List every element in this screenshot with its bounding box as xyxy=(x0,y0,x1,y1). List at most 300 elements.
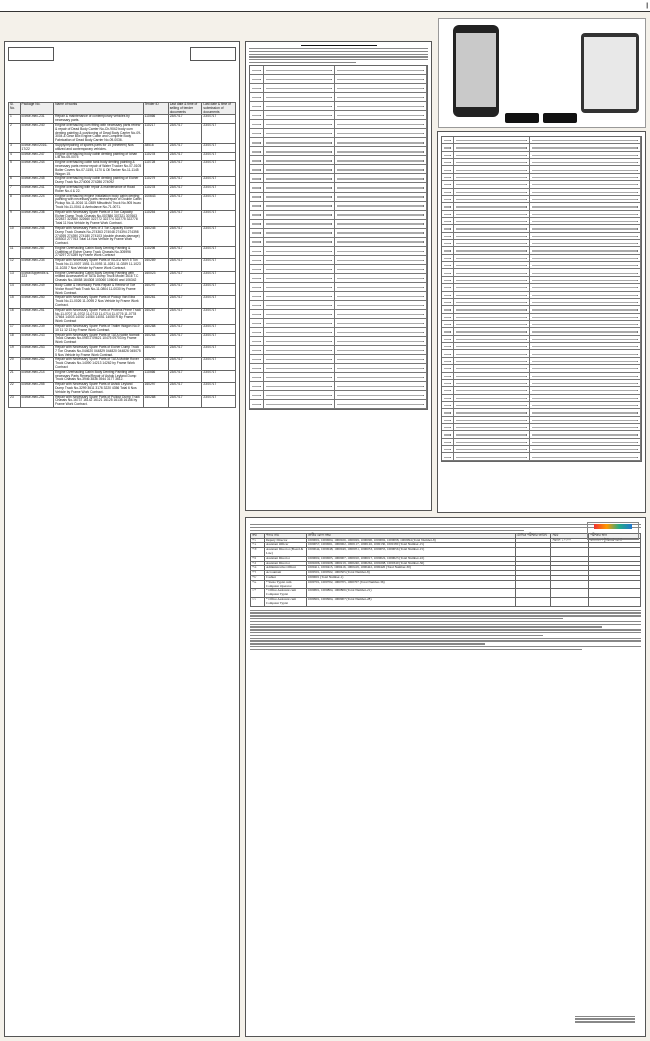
table-row xyxy=(9,383,236,395)
table-cell: 10 xyxy=(9,226,21,246)
table-cell: 2 xyxy=(9,123,21,143)
table-cell: Repair with Necessary Spare Parts of 3 Ton Capacity Eicher Dump Truck Chassis No-007886 307321 307663 322837 322650 322660 322772 322774 322775 322778 Total 11 Nos Vehicle by Frame Work Contract. xyxy=(54,210,143,226)
table-cell: 23/07/17 xyxy=(168,358,202,370)
table-cell: ০৯ xyxy=(251,580,265,589)
table-cell: 160288 xyxy=(143,395,168,407)
table-cell: 23/07/17 xyxy=(168,284,202,296)
grid-row xyxy=(442,439,641,446)
table-row xyxy=(251,598,641,607)
grid-row xyxy=(442,255,641,262)
table-cell: 23/07/17 xyxy=(202,271,236,283)
table-cell: 23/07/17 xyxy=(202,325,236,334)
grid-row xyxy=(250,120,427,129)
table-cell: Repair with Necessary Parts of 3 Ton Capacity Eicher Dump Truck Chassis No-274363 274048 274394 274398 274395 274390 274180 274103 (double chassis damage) 305302 277763 Total 14 Nos Vehicle by Frame Work Contract. xyxy=(54,226,143,246)
grid-row xyxy=(442,350,641,357)
grid-row xyxy=(442,144,641,151)
phone-graphic xyxy=(453,25,499,117)
table-row xyxy=(9,346,236,358)
grid-row xyxy=(442,225,641,232)
app-store-badge[interactable] xyxy=(505,113,539,123)
grid-row xyxy=(250,319,427,328)
table-cell: cccwe-mec-214 xyxy=(20,370,54,382)
grid-row xyxy=(442,380,641,387)
table-cell xyxy=(589,598,641,607)
table-row xyxy=(9,395,236,407)
table-cell: 23/07/17 xyxy=(168,325,202,334)
table-cell xyxy=(515,598,551,607)
table-cell: Assistant Director (Board & Law) xyxy=(264,548,306,557)
table-cell: Repair with Necessary Spare Parts of ISUZU NKR 5 Ton Truck No-11-0007 1551 11-0093 11-0281 11-0289 11-1023 11-1028 7 Nos Vehicle by Frame Work Contract. xyxy=(54,259,143,271)
table-cell: 23/07/17 xyxy=(202,284,236,296)
grid-row xyxy=(250,193,427,202)
table-cell: 110254 xyxy=(143,210,168,226)
grid-row xyxy=(442,166,641,173)
grid-row xyxy=(250,102,427,111)
tender-col-header: Package No. xyxy=(20,103,54,115)
grid-row xyxy=(250,265,427,274)
table-cell: Supply/repairing of spares parts for 15 (nineteen) Nos utilized and contemporary vehicles. xyxy=(54,143,143,152)
grid-row xyxy=(250,310,427,319)
table-cell: 23/07/17 xyxy=(168,226,202,246)
table-cell: 22 xyxy=(9,383,21,395)
grid-row xyxy=(250,75,427,84)
table-cell: 23/07/17 xyxy=(168,333,202,345)
table-cell: 23/07/17 xyxy=(202,177,236,186)
tb-notes xyxy=(250,610,641,650)
grid-row xyxy=(250,400,427,409)
table-cell: 110279 xyxy=(143,177,168,186)
table-cell: cccwe-mec-253 xyxy=(20,346,54,358)
grid-row xyxy=(250,355,427,364)
table-cell: 23/07/17 xyxy=(168,177,202,186)
grid-row xyxy=(250,129,427,138)
grid-row xyxy=(250,93,427,102)
tb-intro xyxy=(250,524,641,531)
table-cell: 110278 xyxy=(143,152,168,161)
table-cell: 1000001, 1000004, 1000026, 1000029, 1000090, 1000092, 1000098, 1000094 (Total Number-8) xyxy=(306,538,515,543)
table-cell: 23/07/17 xyxy=(168,194,202,210)
grid-row xyxy=(442,181,641,188)
table-cell: cccwe-mec-252 xyxy=(20,358,54,370)
grid-row xyxy=(250,301,427,310)
table-cell: 23/07/17 xyxy=(168,246,202,258)
table-cell: 110466 xyxy=(143,370,168,382)
table-cell: 23/07/17 xyxy=(168,210,202,226)
table-cell xyxy=(551,598,589,607)
table-row xyxy=(9,370,236,382)
grid-row xyxy=(442,409,641,416)
table-cell: ১১ xyxy=(251,598,265,607)
table-cell: 23/07/17 xyxy=(202,308,236,324)
grid-row xyxy=(442,277,641,284)
table-cell: cccwe-mec-247 xyxy=(20,152,54,161)
table-cell: 23/07/17 xyxy=(202,185,236,194)
grid-row xyxy=(250,174,427,183)
grid-row xyxy=(442,299,641,306)
grid-row xyxy=(250,373,427,382)
grid-row xyxy=(250,165,427,174)
table-cell: 19 xyxy=(9,346,21,358)
table-cell: 20 xyxy=(9,358,21,370)
table-cell: Repair with Necessary Spare Parts of TATA Noble Nomati Truck Chassis No-09672 09621 10475 09703 by Frame Work Contract xyxy=(54,333,143,345)
grid-row xyxy=(250,202,427,211)
table-cell: 23/07/17 xyxy=(202,259,236,271)
tender-col-header: Sl. No. xyxy=(9,103,21,115)
grid-row xyxy=(250,84,427,93)
table-cell: 110278 xyxy=(143,185,168,194)
grid-row xyxy=(250,283,427,292)
grid-row xyxy=(250,138,427,147)
tender-col-header: Last date & time of selling of tender documents xyxy=(168,103,202,115)
table-cell: 23/07/17 xyxy=(168,296,202,308)
table-cell: 23/07/17 xyxy=(202,346,236,358)
tender-col-header: Last date & time of submission of documents xyxy=(202,103,236,115)
table-cell: 23/07/17 xyxy=(202,152,236,161)
table-cell xyxy=(515,548,551,557)
tb-logo xyxy=(587,522,639,540)
table-cell: 23/07/17 xyxy=(202,296,236,308)
table-cell: 23/07/17 xyxy=(168,161,202,177)
dp-body-text xyxy=(249,48,428,63)
grid-row xyxy=(442,152,641,159)
table-row xyxy=(9,271,236,283)
grid-row xyxy=(250,328,427,337)
tourism-board-notice xyxy=(245,517,646,1037)
dp-title xyxy=(301,45,377,46)
table-cell: 23/07/17 xyxy=(168,370,202,382)
grid-row xyxy=(442,328,641,335)
table-cell: 23/07/17 xyxy=(202,358,236,370)
grid-row xyxy=(250,211,427,220)
table-cell: 3 xyxy=(9,143,21,152)
grid-row xyxy=(442,233,641,240)
tb-col-header: ক্রম xyxy=(251,533,265,538)
table-cell: cccwe-mec-249 xyxy=(20,284,54,296)
grid-row xyxy=(442,402,641,409)
table-cell xyxy=(551,548,589,557)
table-row xyxy=(9,296,236,308)
table-cell: 8 xyxy=(9,194,21,210)
table-cell: 4 xyxy=(9,152,21,161)
table-cell: cccwe/Appendix-s-223 xyxy=(20,271,54,283)
grid-row xyxy=(250,382,427,391)
table-cell: Engine overhauling with repair & maintenance of Road Roller No-4 & 22. xyxy=(54,185,143,194)
table-cell xyxy=(589,589,641,598)
table-cell: cccwe-mec-248 xyxy=(20,226,54,246)
grid-row xyxy=(250,274,427,283)
table-row xyxy=(9,226,236,246)
grid-row xyxy=(442,174,641,181)
table-cell xyxy=(551,589,589,598)
table-cell: 13 xyxy=(9,271,21,283)
grid-row xyxy=(250,156,427,165)
table-cell: 23/07/17 xyxy=(202,246,236,258)
table-cell: 160267 xyxy=(143,308,168,324)
bengali-box-right xyxy=(190,47,236,61)
grid-row xyxy=(442,453,641,460)
grid-row xyxy=(250,364,427,373)
table-cell: * Office Assistant cum Computer Typist xyxy=(264,589,306,598)
table-cell: ০১ xyxy=(251,538,265,543)
table-cell: 23/07/17 xyxy=(168,395,202,407)
table-cell: ০৭ xyxy=(251,571,265,576)
table-cell: 1000206, 1000208, 1000219, 1000240, 1000262, 1000298, 1000340 (Total Number-36) xyxy=(306,561,515,566)
grid-row xyxy=(442,284,641,291)
grid-row xyxy=(442,431,641,438)
grid-row xyxy=(250,111,427,120)
table-cell: 12 xyxy=(9,259,21,271)
table-cell: cccwe-mec-240 xyxy=(20,123,54,143)
table-cell: Deputy Director xyxy=(264,538,306,543)
grid-row xyxy=(442,395,641,402)
grid-row xyxy=(250,337,427,346)
table-cell: 1000057, 1000061, 1000062, 1000117, 1000126, 1000130, 1000180 (Total Number-15) xyxy=(306,543,515,548)
table-cell: cccwe-mec-234 xyxy=(20,259,54,271)
table-cell: 1000501, 1000502, 1000505 (Total Number-8) xyxy=(306,571,515,576)
table-row xyxy=(9,161,236,177)
table-cell: 110728 xyxy=(143,161,168,177)
table-cell: 23 xyxy=(9,395,21,407)
table-cell: Accountant xyxy=(264,571,306,576)
table-cell: Assistant Officer xyxy=(264,543,306,548)
table-cell: Repair with Necessary Spare Parts of TATA Mobile Rover Truck Chassis No-14090 14213 14262 by Frame Work Contract xyxy=(54,358,143,370)
grid-row xyxy=(442,269,641,276)
table-cell: Engine overhauling body cabin denting painting of Ichan L/B No-05-0075 xyxy=(54,152,143,161)
grid-row xyxy=(250,183,427,192)
table-cell: Engine Overhauling Cabin Body Denting Painting & Outfitting of Eicher Dump Truck Chassis No-305996 274297 274289 by Frame Work Contract xyxy=(54,246,143,258)
table-cell: Engine overhauling body cabin denting painting of Eicher Dump Truck No-274006 274286 274092 xyxy=(54,177,143,186)
table-cell: 38516 xyxy=(143,143,168,152)
table-cell: cccwe-mec-241 xyxy=(20,185,54,194)
tb-col-header: পদের নাম xyxy=(264,533,306,538)
table-cell: 11 xyxy=(9,246,21,258)
tb-col-header: প্রার্থীর রোল নম্বর xyxy=(306,533,515,538)
table-cell: 110466 xyxy=(143,115,168,124)
table-cell xyxy=(515,589,551,598)
table-cell xyxy=(551,580,589,589)
grid-row xyxy=(250,346,427,355)
grid-row xyxy=(442,424,641,431)
tb-col-header: সময় xyxy=(551,533,589,538)
grid-row xyxy=(442,321,641,328)
table-cell: 1000801, 1000804, 1000806 (Total Number-21) xyxy=(306,589,515,598)
table-cell: Body Cabin & Necessary Parts Repair & Renew of Toe Vrolar Hood Pack Truck No-11-0804 11-0030 by Frame Work Contract. xyxy=(54,284,143,296)
table-cell: সকাল ১০:০০ xyxy=(551,538,589,543)
table-cell: 18 xyxy=(9,333,21,345)
table-cell: 160261 xyxy=(143,296,168,308)
table-cell: 23/07/17 xyxy=(202,123,236,143)
tender-table xyxy=(8,102,236,408)
table-cell: Repair with Necessary Spare Parts of Eicher Dump Truck 7 Ton Chassis No-044620 044829 044820 044826 045075 5 Nos Vehicle by Frame Work Contract. xyxy=(54,346,143,358)
grid-row xyxy=(442,203,641,210)
table-cell: Engine overhauling engine installation body cabin denting painting with necessary parts renew/repair of Double Cabin Pickup No-11-0016 11-0389 Mitsubishi Truck No-905 Isuzu Truck No-11-0041 & Ambulance No-71-0071. xyxy=(55,193,142,209)
tender-col-header: Tender ID xyxy=(143,103,168,115)
grid-row xyxy=(250,247,427,256)
land-ministry-tender xyxy=(245,41,432,511)
tender-col-header: Name of works xyxy=(54,103,143,115)
dp-table xyxy=(249,65,428,410)
table-cell: 23/07/17 xyxy=(168,185,202,194)
table-cell: ০৬ xyxy=(251,566,265,571)
table-cell: 23/07/17 xyxy=(202,370,236,382)
table-cell: 23/07/17 xyxy=(202,194,236,210)
table-cell: Engine overhauling cabin tank body denting painting & necessary parts renew repair of Water Trucker No-07-0105 Boiler Covers No-07-1155, 1170 & Oil Tanker No-11-1145 Wagon 15. xyxy=(55,160,142,176)
grid-row xyxy=(250,391,427,400)
google-play-badge[interactable] xyxy=(543,113,577,123)
table-row xyxy=(9,246,236,258)
table-cell: ১০ xyxy=(251,589,265,598)
table-cell: 7 xyxy=(9,185,21,194)
table-cell xyxy=(589,580,641,589)
tb-col-header: পরীক্ষার স্থান xyxy=(589,533,641,538)
grid-row xyxy=(442,247,641,254)
tb-col-header: মৌখিক পরীক্ষার তারিখ xyxy=(515,533,551,538)
table-cell: 23/07/17 xyxy=(168,271,202,283)
grid-row xyxy=(442,218,641,225)
table-row xyxy=(9,123,236,143)
table-cell: 9 xyxy=(9,210,21,226)
table-cell: 5 xyxy=(9,161,21,177)
table-cell: 1000701, 1000702, 1000705, 1000707 (Total Number-36) xyxy=(306,580,515,589)
grid-row xyxy=(442,446,641,453)
table-cell: 21 xyxy=(9,370,21,382)
table-cell: Assistant Director xyxy=(264,561,306,566)
table-cell: 160264 xyxy=(143,333,168,345)
table-cell: Repair & maintenance of contemporary vehicles by necessary parts. xyxy=(54,115,143,124)
table-cell: 23/07/17 xyxy=(168,383,202,395)
table-row xyxy=(9,259,236,271)
table-cell: 160297 xyxy=(143,284,168,296)
table-cell xyxy=(515,580,551,589)
table-cell: 23/07/17 xyxy=(168,346,202,358)
table-cell: 14 xyxy=(9,284,21,296)
table-cell: 6 xyxy=(9,177,21,186)
table-cell: 160023 xyxy=(143,271,168,283)
table-cell: * Office Assistant cum Computer Typist xyxy=(264,598,306,607)
grid-row xyxy=(442,343,641,350)
grid-row xyxy=(442,159,641,166)
table-cell: 110217 xyxy=(143,123,168,143)
table-cell: cccwe-mec-231 xyxy=(20,115,54,124)
grid-row xyxy=(442,306,641,313)
table-cell: 23/07/17 xyxy=(168,308,202,324)
table-cell: Repair with Necessary Spare Parts of Pullout Dump Truck Chassis No-16737 16142 16121 16125 16135 16156 by Frame Work Contract. xyxy=(54,395,143,407)
table-row xyxy=(9,284,236,296)
table-cell: 23/07/17 xyxy=(202,333,236,345)
grid-row xyxy=(442,358,641,365)
tb-table xyxy=(250,533,641,607)
table-cell: Cashier xyxy=(264,576,306,581)
table-cell: 160290 xyxy=(143,358,168,370)
table-cell: cccwe-mec-250 xyxy=(20,296,54,308)
table-cell: 110298 xyxy=(143,246,168,258)
table-cell: 16 xyxy=(9,308,21,324)
table-cell: 23/07/17 xyxy=(168,123,202,143)
table-cell: 23/07/17 xyxy=(168,259,202,271)
table-cell: Engine Overhauling Cabin Body Denting Painting with related Accessories of TATA Dump Truck Model 1616 T.C Chassis No-18458 164308 103060 106040 and 106342 xyxy=(54,271,143,283)
table-cell: 23/07/17 xyxy=(168,152,202,161)
grid-row xyxy=(250,256,427,265)
table-cell: Repair with Necessary Spare Parts of Trailer Wagon No-9 10 11 12 13 by Frame Work Contract. xyxy=(54,325,143,334)
grid-row xyxy=(442,336,641,343)
table-cell: Repair with Necessary Spare Parts of Ashok Leyland Dump Truck No-3299 3611 3176 3220 4356 Total 6 Nos Vehicle by Frame Work Contract. xyxy=(54,383,143,395)
table-cell: 23/07/17 xyxy=(202,143,236,152)
grid-row xyxy=(250,147,427,156)
table-cell: 23/07/17 xyxy=(202,395,236,407)
table-cell: 160207 xyxy=(143,346,168,358)
table-cell: বাংলাদেশ ট্যুরিজম বোর্ড xyxy=(589,538,641,543)
grid-row xyxy=(442,314,641,321)
grid-row xyxy=(442,417,641,424)
table-row xyxy=(9,210,236,226)
grid-row xyxy=(250,229,427,238)
table-cell: ০৮ xyxy=(251,576,265,581)
table-cell: 1000044, 1000048, 1000049, 1000051, 1000053, 1000055, 1000056 (Total Number-15) xyxy=(306,548,515,557)
bengali-box-left xyxy=(8,47,54,61)
table-cell: 1000901, 1000904, 1000907 (Total Number-28) xyxy=(306,598,515,607)
table-cell: cccwe-mec-255 xyxy=(20,383,54,395)
grid-row xyxy=(250,66,427,75)
table-cell xyxy=(589,548,641,557)
table-cell: 23/07/17 xyxy=(202,115,236,124)
table-cell: 1000002, 1000005, 1000007, 1000010, 1000017, 1000022, 1000023 (Total Number-22) xyxy=(306,556,515,561)
table-row xyxy=(9,143,236,152)
grid-row xyxy=(442,211,641,218)
table-cell: Repair with Necessary Spare Parts of Proteus Prime Truck No-11-0707 11-0702 11-0713 11-0714 11-0776 11-0778 17664 14003 14002 14084 14051 14050 R By Frame Work Contract xyxy=(54,308,143,324)
table-cell: Repair with Necessary Spare Parts of Pickup Van Eiba Truck No-11-0026 11-0095 2 Nos Vehicle by Frame Work Contract. xyxy=(54,296,143,308)
table-cell: cccwe-mec-236 xyxy=(20,210,54,226)
grid-row xyxy=(442,262,641,269)
table-cell: ০৫ xyxy=(251,561,265,566)
table-cell: cccwe-mec/2016-17/22 xyxy=(20,143,54,152)
grid-row xyxy=(250,220,427,229)
sb-table xyxy=(441,136,642,462)
tablet-graphic xyxy=(581,33,639,113)
grid-row xyxy=(442,240,641,247)
table-row xyxy=(9,308,236,324)
table-cell: 160289 xyxy=(143,259,168,271)
table-cell: 1 xyxy=(9,115,21,124)
grid-row xyxy=(442,373,641,380)
table-row xyxy=(9,358,236,370)
table-cell: 100643 xyxy=(143,194,168,210)
table-cell: Administrative Officer xyxy=(264,566,306,571)
table-cell: cccwe-mec-244 xyxy=(20,161,54,177)
table-cell: cccwe-mec-251 xyxy=(20,308,54,324)
table-cell: 1000601 (Total Number-1) xyxy=(306,576,515,581)
table-cell: cccwe-mec-287 xyxy=(20,246,54,258)
table-cell: Engine Overhauling Cabin Body Denting Painting with necessary Parts Renew/Repair of Ashok Leyland Dump Truck Chassis No-3946 3836 3944 3177 3612. xyxy=(54,370,143,382)
grid-row xyxy=(442,365,641,372)
table-cell: 23/07/17 xyxy=(202,226,236,246)
table-cell: cccwe-mec-245 xyxy=(20,177,54,186)
table-cell: * Steno Typist cum Computer Operator xyxy=(264,580,306,589)
table-row xyxy=(9,325,236,334)
table-cell: 160297 xyxy=(143,383,168,395)
table-cell: 1000411, 1000413, 1000416, 1000419, 1000422, 1000426 (Total Number-30) xyxy=(306,566,515,571)
table-cell: ০৩ xyxy=(251,548,265,557)
ccc-tender-notice xyxy=(4,41,240,1037)
table-cell: 23/07/17 xyxy=(202,161,236,177)
table-cell: cccwe-mec-239 xyxy=(20,325,54,334)
table-cell: 23/07/17 xyxy=(202,210,236,226)
grid-row xyxy=(442,387,641,394)
table-cell: 160288 xyxy=(143,325,168,334)
table-cell: 17 xyxy=(9,325,21,334)
grid-row xyxy=(250,292,427,301)
table-cell: ০২ xyxy=(251,543,265,548)
table-row xyxy=(9,185,236,194)
